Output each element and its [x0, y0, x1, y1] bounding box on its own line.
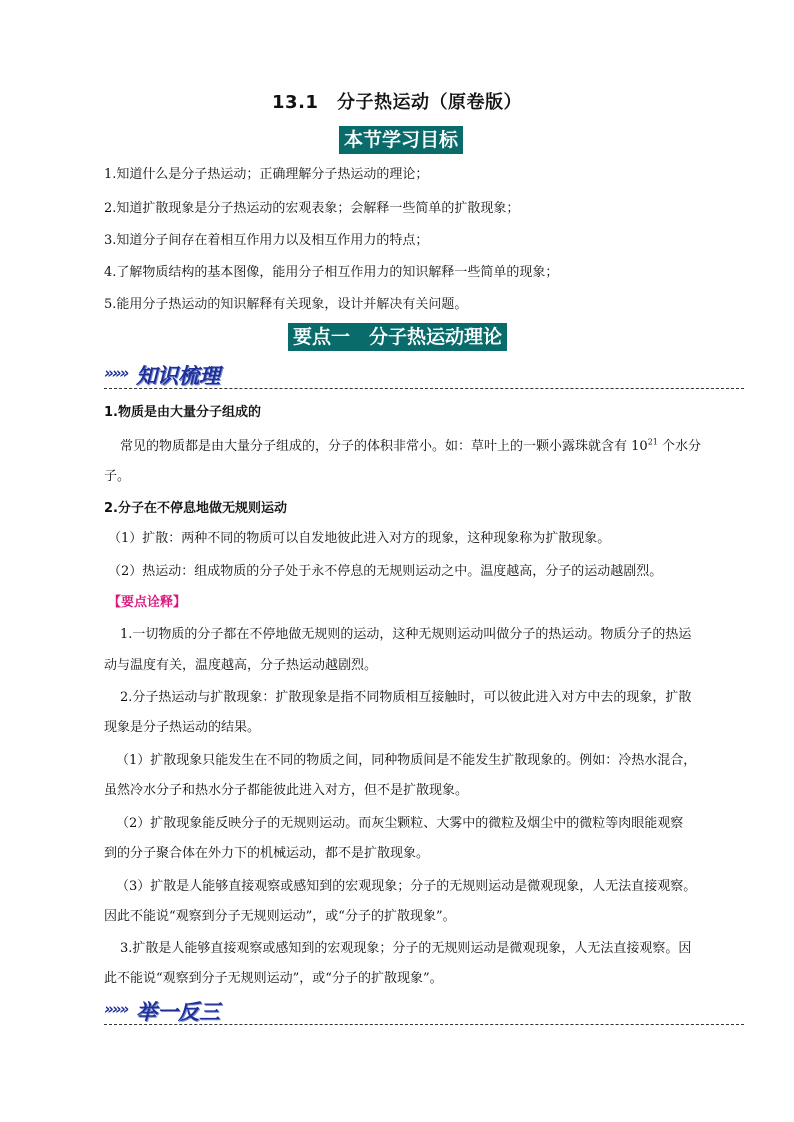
explanation-3a: （1）扩散现象只能发生在不同的物质之间，同种物质间是不能发生扩散现象的。例如：冷热水混合， [116, 753, 697, 768]
learning-goals-banner: 本节学习目标 [339, 126, 463, 154]
paragraph-thermal-motion: （2）热运动：组成物质的分子处于永不停息的无规则运动之中。温度越高，分子的运动越剧烈。 [108, 564, 663, 579]
goal-item-2: 2.知道扩散现象是分子热运动的宏观表象；会解释一些简单的扩散现象； [104, 201, 520, 216]
explanation-1a: 1.一切物质的分子都在不停地做无规则的运动，这种无规则运动叫做分子的热运动。物质分子的热运 [120, 627, 692, 642]
knowledge-section-title: 知识梳理 [136, 364, 220, 388]
knowledge-section-header [104, 360, 744, 390]
key-point-tag: 【要点诠释】 [108, 595, 187, 610]
exponent: 21 [647, 437, 658, 447]
explanation-2a: 2.分子热运动与扩散现象：扩散现象是指不同物质相互接触时，可以彼此进入对方中去的现象，扩散 [120, 690, 692, 705]
examples-section-header [104, 996, 744, 1026]
paragraph-1-cont: 子。 [104, 469, 131, 484]
paragraph-1 [120, 438, 740, 456]
explanation-6a: 3.扩散是人能够直接观察或感知到的宏观现象；分子的无规则运动是微观现象，人无法直接观察。因 [120, 941, 692, 956]
goal-item-4: 4.了解物质结构的基本图像，能用分子相互作用力的知识解释一些简单的现象； [104, 265, 559, 280]
explanation-5b: 因此不能说“观察到分子无规则运动”，或“分子的扩散现象”。 [104, 909, 456, 924]
paragraph-diffusion: （1）扩散：两种不同的物质可以自发地彼此进入对方的现象，这种现象称为扩散现象。 [108, 531, 611, 546]
dashed-divider [104, 1024, 744, 1025]
explanation-2b: 现象是分子热运动的结果。 [104, 720, 261, 735]
goal-item-5: 5.能用分子热运动的知识解释有关现象，设计并解决有关问题。 [104, 297, 468, 312]
explanation-6b: 此不能说“观察到分子无规则运动”，或“分子的扩散现象”。 [104, 971, 443, 986]
arrows-icon: »»» [104, 364, 128, 382]
document-title: 13.1 分子热运动（原卷版） [272, 92, 522, 113]
paragraph-1-text: 常见的物质都是由大量分子组成的，分子的体积非常小。如：草叶上的一颗小露珠就含有 10 [120, 439, 648, 454]
heading-2: 2.分子在不停息地做无规则运动 [104, 501, 287, 516]
goal-item-3: 3.知道分子间存在着相互作用力以及相互作用力的特点； [104, 233, 429, 248]
goal-item-1: 1.知道什么是分子热运动；正确理解分子热运动的理论； [104, 167, 429, 182]
paragraph-1-tail: 个水分 [657, 439, 702, 454]
examples-section-title: 举一反三 [136, 1000, 220, 1024]
key-point-banner: 要点一 分子热运动理论 [288, 323, 507, 351]
explanation-3b: 虽然冷水分子和热水分子都能彼此进入对方，但不是扩散现象。 [104, 783, 469, 798]
arrows-icon: »»» [104, 1000, 128, 1018]
heading-1: 1.物质是由大量分子组成的 [104, 405, 261, 420]
explanation-4b: 到的分子聚合体在外力下的机械运动，都不是扩散现象。 [104, 846, 430, 861]
explanation-4a: （2）扩散现象能反映分子的无规则运动。而灰尘颗粒、大雾中的微粒及烟尘中的微粒等肉眼能观察 [116, 816, 684, 831]
explanation-1b: 动与温度有关，温度越高，分子热运动越剧烈。 [104, 658, 378, 673]
explanation-5a: （3）扩散是人能够直接观察或感知到的宏观现象；分子的无规则运动是微观现象，人无法直接观察。 [116, 879, 697, 894]
dashed-divider [104, 388, 744, 389]
